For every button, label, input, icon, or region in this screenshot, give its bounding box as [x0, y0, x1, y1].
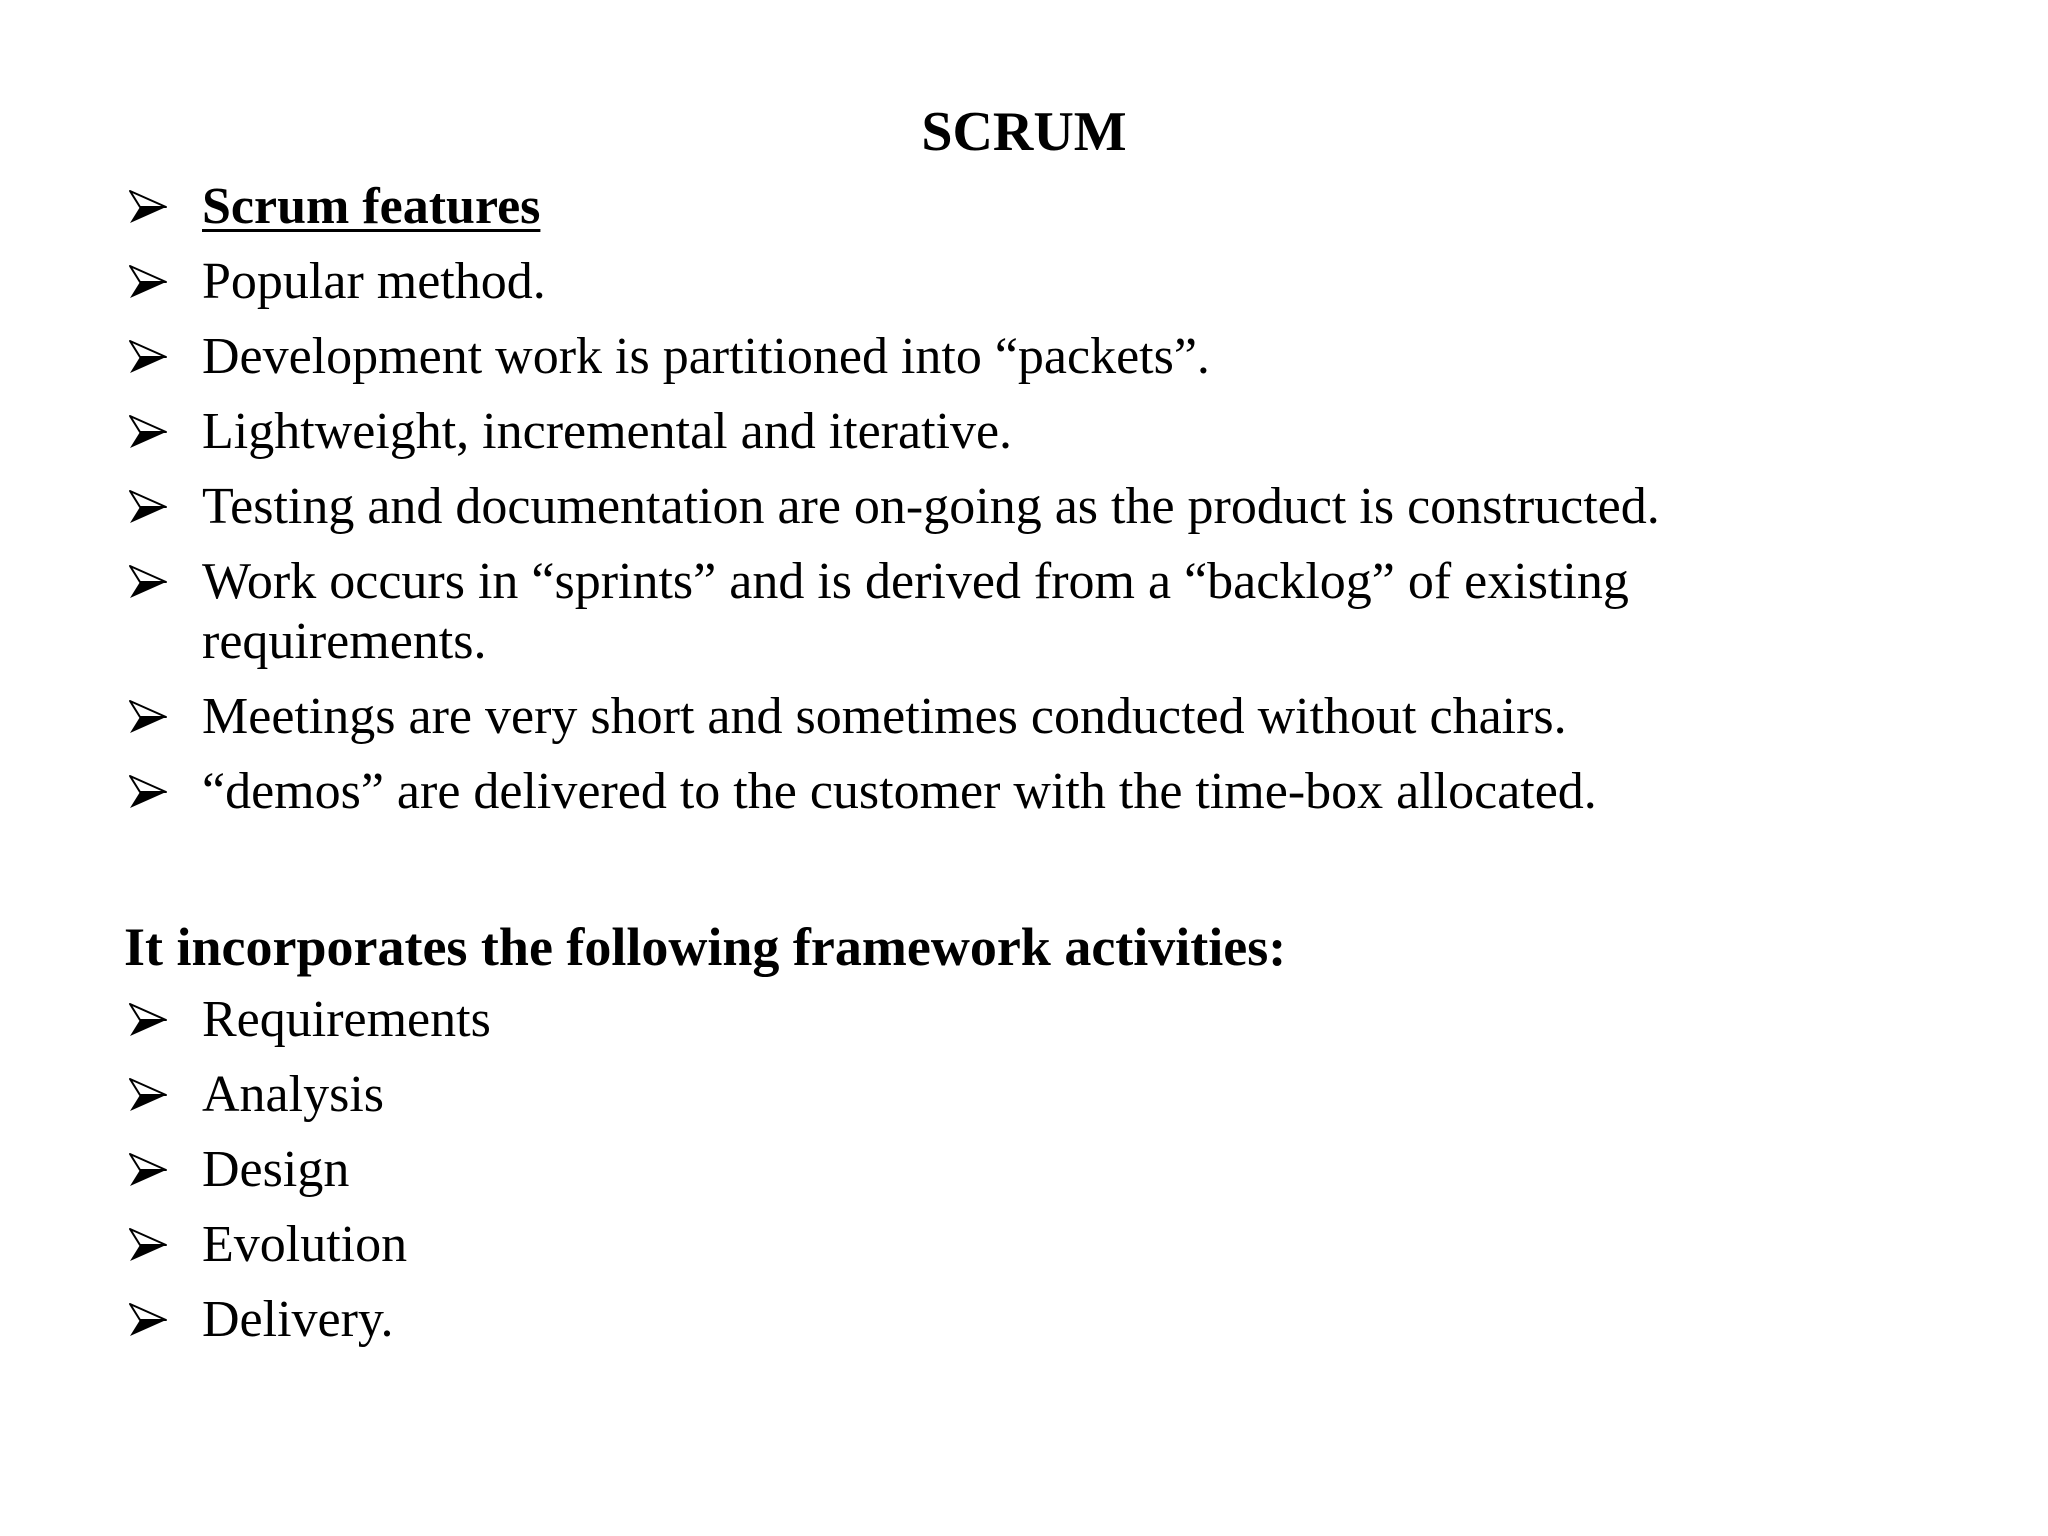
features-list: [124, 177, 1994, 837]
arrowhead-bullet-icon: [124, 1065, 174, 1125]
arrowhead-bullet-icon: [124, 687, 174, 747]
list-item: [124, 477, 1994, 537]
arrowhead-bullet-icon: [124, 990, 174, 1050]
feature-text: “demos” are delivered to the customer with the time-box allocated.: [202, 763, 1597, 820]
list-item: [124, 252, 1994, 312]
list-item: [124, 1140, 1994, 1200]
list-item: [124, 990, 1994, 1050]
feature-text: Lightweight, incremental and iterative.: [202, 403, 1013, 460]
arrowhead-bullet-icon: [124, 327, 174, 387]
arrowhead-bullet-icon: [124, 477, 174, 537]
arrowhead-bullet-icon: [124, 402, 174, 462]
feature-text: Testing and documentation are on-going as the product is constructed.: [202, 478, 1660, 535]
arrowhead-bullet-icon: [124, 552, 174, 612]
activities-list: [124, 990, 1994, 1365]
slide-title: SCRUM: [921, 101, 1127, 163]
arrowhead-bullet-icon: [124, 252, 174, 312]
activity-text: Evolution: [202, 1216, 408, 1273]
list-item: [124, 1065, 1994, 1125]
activity-text: Design: [202, 1141, 350, 1198]
feature-text: Work occurs in “sprints” and is derived from a “backlog” of existing requirements.: [202, 553, 1629, 670]
activity-text: Requirements: [202, 991, 491, 1048]
list-item: [124, 687, 1994, 747]
features-heading: Scrum features: [202, 178, 541, 235]
list-item: [124, 552, 1994, 672]
feature-text: Meetings are very short and sometimes conducted without chairs.: [202, 688, 1567, 745]
arrowhead-bullet-icon: [124, 762, 174, 822]
feature-text: Popular method.: [202, 253, 546, 310]
arrowhead-bullet-icon: [124, 1215, 174, 1275]
list-item: [124, 177, 1994, 237]
list-item: [124, 762, 1994, 822]
list-item: [124, 402, 1994, 462]
activities-heading: It incorporates the following framework activities:: [124, 917, 1287, 977]
activity-text: Delivery.: [202, 1291, 394, 1348]
arrowhead-bullet-icon: [124, 177, 174, 237]
activity-text: Analysis: [202, 1066, 384, 1123]
list-item: [124, 1290, 1994, 1350]
arrowhead-bullet-icon: [124, 1290, 174, 1350]
feature-text: Development work is partitioned into “packets”.: [202, 328, 1210, 385]
list-item: [124, 327, 1994, 387]
arrowhead-bullet-icon: [124, 1140, 174, 1200]
list-item: [124, 1215, 1994, 1275]
